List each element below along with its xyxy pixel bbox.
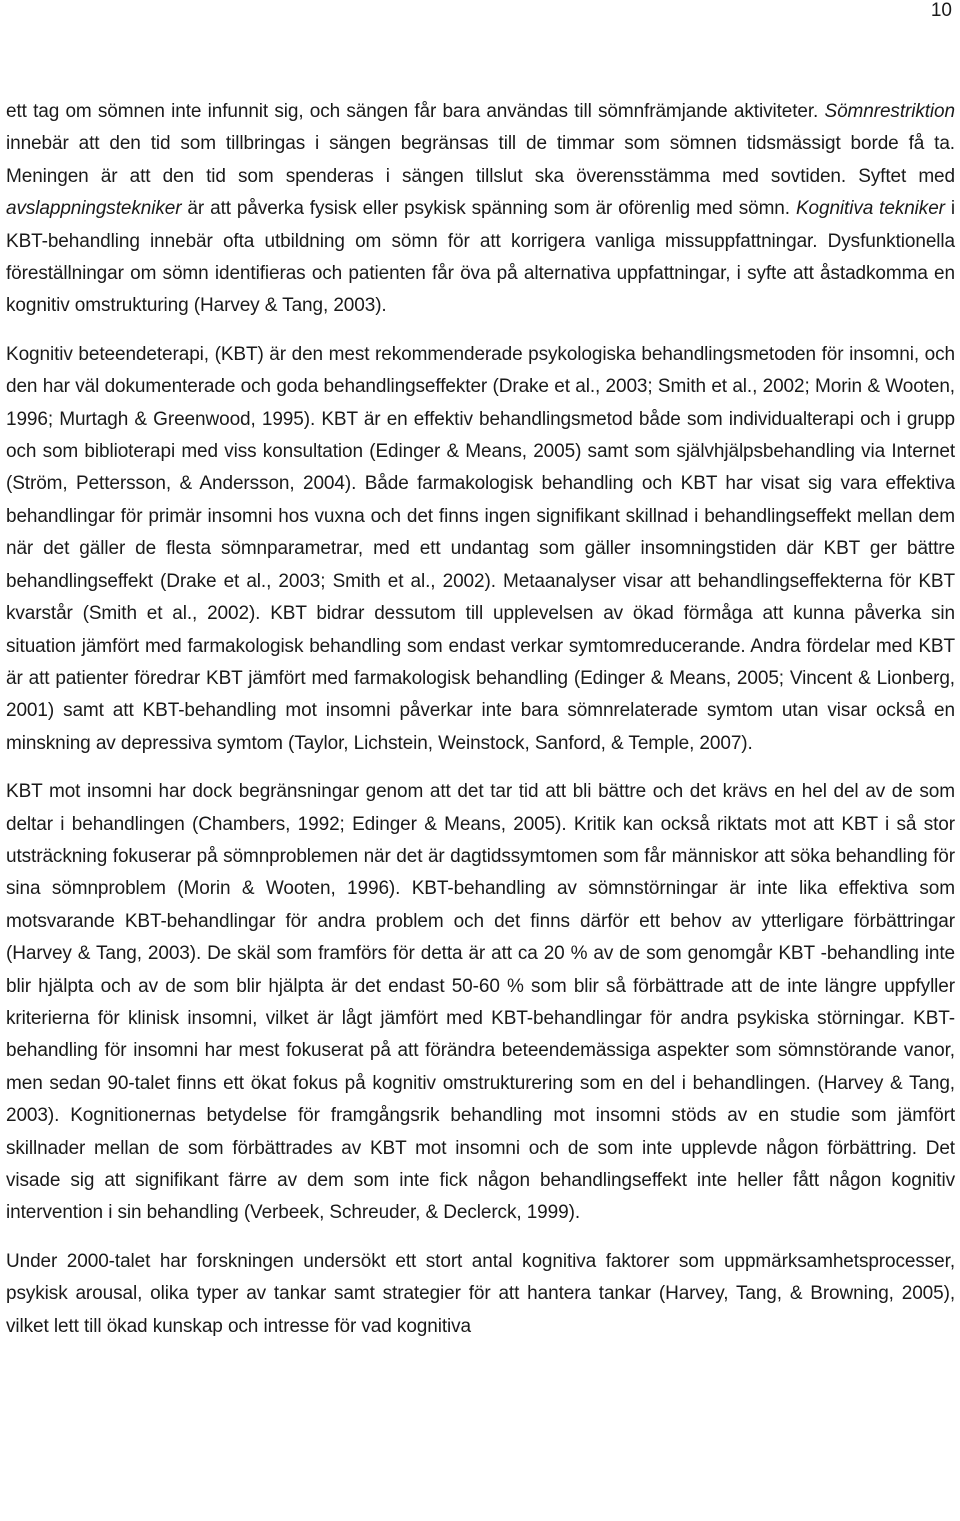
text-run: Kognitiv beteendeterapi, (KBT) är den mest rekommenderade psykologiska behandlingsmetoden för insomni, och den har väl dokumenterade och goda behandlingseffekter (Drake et al., 2003; Smith et al., 2002; Morin & Wooten, 1996; Murtagh & Greenwood, 1995). KBT är en effektiv behandlingsmetod både som individualterapi och i grupp och som biblioterapi med viss konsultation (Edinger & Means, 2005) samt som självhjälpsbehandling via Internet (Ström, Pettersson, & Andersson, 2004). Både farmakologisk behandling och KBT har visat sig vara effektiva behandlingar för primär insomni hos vuxna och det finns ingen signifikant skillnad i behandlingseffekt mellan dem när det gäller de flesta sömnparametrar, med ett undantag som gäller insomningstiden där KBT ger bättre behandlingseffekt (Drake et al., 2003; Smith et al., 2002). Metaanalyser visar att behandlingseffekterna för KBT kvarstår (Smith et al., 2002). KBT bidrar dessutom till upplevelsen av ökad förmåga att kunna påverka sin situation jämfört med farmakologisk behandling som endast verkar symtomreducerande. Andra fördelar med KBT är att patienter föredrar KBT jämfört med farmakologisk behandling (Edinger & Means, 2005; Vincent & Lionberg, 2001) samt att KBT-behandling mot insomni påverkar inte bara sömnrelaterade symtom utan visar också en minskning av depressiva symtom (Taylor, Lichstein, Weinstock, Sanford, & Temple, 2007).: [6, 343, 955, 754]
text-run: är att påverka fysisk eller psykisk spänning som är oförenlig med sömn.: [181, 198, 796, 220]
paragraph: [6, 1246, 955, 1343]
paragraph: [6, 96, 955, 323]
paragraph: [6, 339, 955, 760]
text-run: KBT mot insomni har dock begränsningar genom att det tar tid att bli bättre och det krävs en hel del av de som deltar i behandlingen (Chambers, 1992; Edinger & Means, 2005). Kritik kan också riktats mot att KBT i så stor utsträckning fokuserar på sömnproblemen när det är dagtidssymtomen som får människor att söka behandling för sina sömnproblem (Morin & Wooten, 1996). KBT-behandling av sömnstörningar är inte lika effektiva som motsvarande KBT-behandlingar för andra problem och det finns därför ett behov av ytterligare förbättringar (Harvey & Tang, 2003). De skäl som framförs för detta är att ca 20 % av de som genomgår KBT -behandling inte blir hjälpta och av de som blir hjälpta är det endast 50-60 % som blir så förbättrade att de inte längre uppfyller kriterierna för klinisk insomni, vilket är lågt jämfört med KBT-behandlingar för andra psykiska störningar. KBT-behandling för insomni har mest fokuserat på att förändra beteendemässiga aspekter som sömnstörande vanor, men sedan 90-talet finns ett ökat fokus på kognitiv omstrukturering som en del i behandlingen. (Harvey & Tang, 2003). Kognitionernas betydelse för framgångsrik behandling mot insomni stöds av en studie som jämfört skillnader mellan de som förbättrades av KBT mot insomni och de som inte upplevde någon förbättring. Det visade sig att signifikant färre av dem som inte fick någon behandlingseffekt inte heller fått någon kognitiv intervention i sin behandling (Verbeek, Schreuder, & Declerck, 1999).: [6, 781, 955, 1224]
paragraph: [6, 776, 955, 1230]
document-body: [6, 96, 955, 1343]
italic-term: Kognitiva tekniker: [795, 198, 945, 220]
text-run: ett tag om sömnen inte infunnit sig, och sängen får bara användas till sömnfrämjande aktiviteter.: [6, 101, 825, 122]
text-run: i KBT-behandling innebär ofta utbildning om sömn för att korrigera vanliga missuppfattningar. Dysfunktionella föreställningar om sömn identifieras och patienten får öva på alternativa uppfattningar, i syfte att åstadkomma en kognitiv omstrukturing (Harvey & Tang, 2003).: [6, 198, 956, 317]
page-number: 10: [930, 0, 952, 21]
italic-term: Sömnrestriktion: [824, 101, 955, 122]
text-run: Under 2000-talet har forskningen undersökt ett stort antal kognitiva faktorer som uppmärksamhetsprocesser, psykisk arousal, olika typer av tankar samt strategier för att hantera tankar (Harvey, Tang, & Browning, 2005), vilket lett till ökad kunskap och intresse för vad kognitiva: [6, 1250, 955, 1337]
italic-term: avslappningstekniker: [6, 198, 182, 220]
text-run: innebär att den tid som tillbringas i sängen begränsas till de timmar som sömnen tidsmässigt borde få ta. Meningen är att den tid som spenderas i sängen tillslut ska överensstämma med sovtiden. Syftet med: [6, 133, 955, 187]
